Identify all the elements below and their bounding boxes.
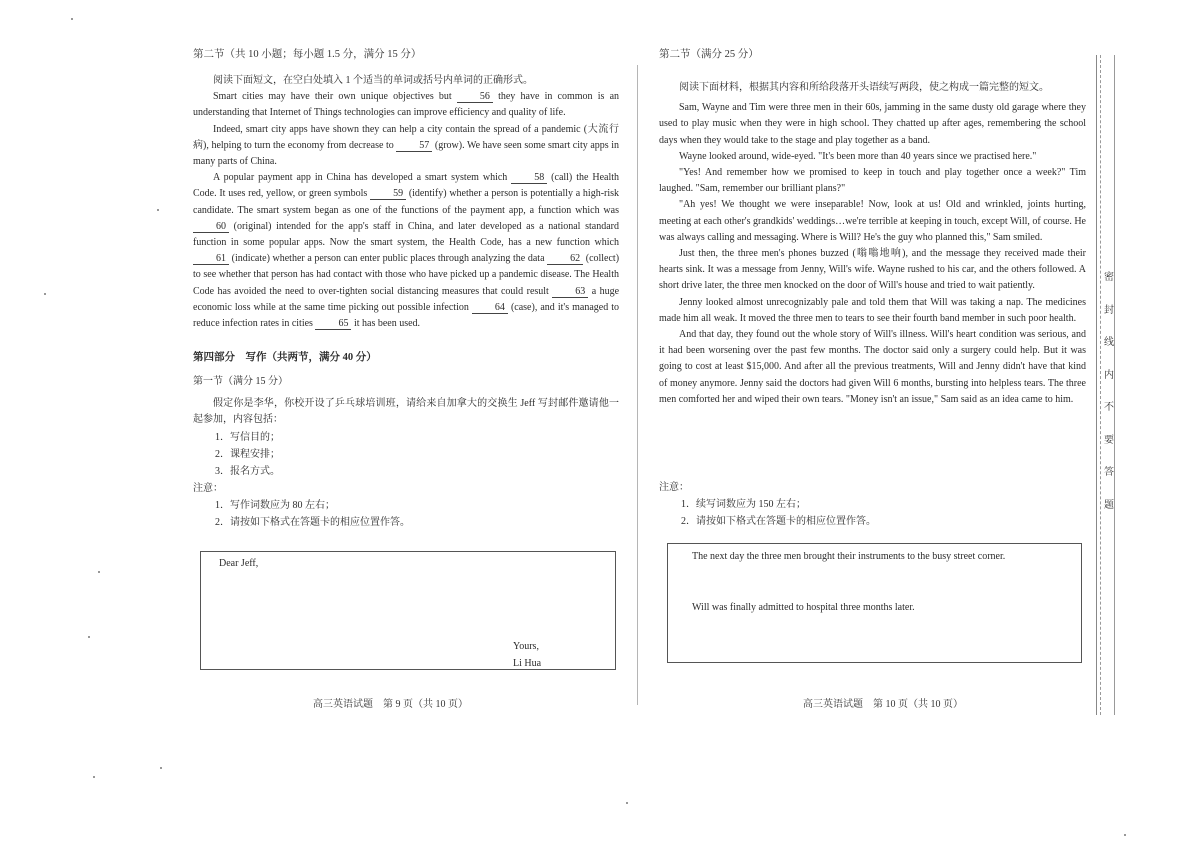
scan-speck [71,18,73,20]
blank-62[interactable]: 62 [547,253,583,265]
passage-paragraph: A popular payment app in China has developed a smart system which 58 (call) the Health Code. It uses red, yellow, or green symbols 59 (identify) whether a person is potentially a high-risk candidate. The smart system began as one of the functions of the payment app, a function which was 60 (original) intended for the app's staff in China, and later developed as a national standard function in some popular apps. Now the smart system, the Health Code, has a new function which 61 (indicate) whether a person can enter public places through analyzing the data 62 (collect) to see whether that person has had contact with those who have picked up a pandemic disease. The Health Code has avoided the need to over-tighten social distancing measures that could result 63 a huge economic loss while at the same time picking out possible infection 64 (case), and it's managed to reduce infection rates in cities 65 it has been used. [193,172,620,330]
passage-paragraph: Smart cities may have their own unique objectives but 56 they have in common is an understanding that Internet of Things technologies can improve efficiency and quality of life. [193,91,620,119]
page-footer: 高三英语试题 第 9 页（共 10 页） [313,699,468,710]
notes-section [659,479,1086,530]
blank-58[interactable]: 58 [511,172,547,184]
note-item: 2．请按如下格式在答题卡的相应位置作答。 [681,516,876,527]
blank-64[interactable]: 64 [472,302,508,314]
instruction: 阅读下面材料，根据其内容和所给段落开头语续写两段，使之构成一篇完整的短文。 [679,82,1049,93]
scan-speck [93,776,95,778]
task-item: 1．写信目的； [215,431,280,443]
note-item: 1．写作词数应为 80 左右； [215,499,335,511]
paragraph-opener-2: Will was finally admitted to hospital three months later. [692,602,915,613]
scan-speck [88,636,90,638]
writing-section [193,349,619,531]
paragraph-opener-1: The next day the three men brought their instruments to the busy street corner. [692,551,1006,562]
scan-speck [1124,834,1126,836]
scan-speck [160,767,162,769]
left-page [193,0,619,849]
scan-speck [98,571,100,573]
task-item: 2．课程安排； [215,448,280,460]
scan-speck [44,293,46,295]
notes-label: 注意： [659,482,689,493]
story-paragraph: Jenny looked almost unrecognizably pale and told them that Will was taking a nap. The medicines made him all weak. It moved the three men to tears to see their fourth band member in such poor health. [659,296,1086,324]
continuation-answer-box[interactable] [667,543,1082,663]
letter-signature: Li Hua [513,658,542,669]
scan-speck [626,802,628,804]
section-heading: 第二节（共 10 小题；每小题 1.5 分，满分 15 分） [193,49,422,60]
notes-label: 注意： [193,482,223,494]
blank-65[interactable]: 65 [315,318,351,330]
story-paragraph: Just then, the three men's phones buzzed (嗡嗡地响), and the message they received made their hearts sink. It was a message from Jenny, Will's wife. Wayne rushed to his car, and the others followed. A short drive later, the three men knocked on the door of Will's house and tried to wait patiently. [659,248,1086,292]
story-paragraph: Wayne looked around, wide-eyed. "It's been more than 40 years since we practised here." [679,150,1037,162]
story-paragraph: And that day, they found out the whole story of Will's illness. Will's heart condition was serious, and it had been worsening over the past few months. The doctor said only a surgery could help. But it was going to cost at least $15,000. And after all the previous treatments, Will and Jenny didn't have that kind of money anymore. Jenny said the doctors had given Will 6 months, bursting into helpless tears. The three men comforted her and wiped their own tears. "Money isn't an issue," Sam said as an idea came to him. [659,329,1086,405]
blank-63[interactable]: 63 [552,286,588,298]
blank-60[interactable]: 60 [193,221,229,233]
blank-57[interactable]: 57 [396,140,432,152]
part-four-title: 第四部分 写作（共两节，满分 40 分） [193,352,377,363]
page-divider [637,65,638,705]
letter-greeting: Dear Jeff, [219,558,259,569]
seal-line-text: 密封线内不要答题 [1104,272,1114,511]
grammar-fill-section [193,73,619,332]
letter-closing: Yours, [513,641,539,652]
passage-paragraph: Indeed, smart city apps have shown they can help a city contain the spread of a pandemic (大流行病), helping to turn the economy from decrease to 57 (grow). We have seen some smart city apps in many parts of China. [193,123,620,168]
note-item: 2．请按如下格式在答题卡的相应位置作答。 [215,516,410,528]
task-prompt: 假定你是李华，你校开设了乒乓球培训班，请给来自加拿大的交换生 Jeff 写封邮件邀请他一起参加，内容包括： [193,398,619,426]
story-paragraph: "Yes! And remember how we promised to keep in touch and play together once a week?" Tim laughed. "Sam, remember our brilliant plans?" [659,167,1086,195]
task-item: 3．报名方式。 [215,465,280,477]
blank-61[interactable]: 61 [193,253,229,265]
right-page [659,0,1086,849]
continuation-writing-material [659,80,1086,408]
instruction: 阅读下面短文，在空白处填入 1 个适当的单词或括号内单词的正确形式。 [213,75,533,86]
page-footer: 高三英语试题 第 10 页（共 10 页） [803,699,963,710]
scan-speck [157,209,159,211]
blank-59[interactable]: 59 [370,188,406,200]
story-paragraph: Sam, Wayne and Tim were three men in their 60s, jamming in the same dusty old garage where they used to play music when they were in high school. They chatted up after ages, remembering the school days when they would take to the stage and play together as a band. [659,102,1086,146]
section-heading: 第二节（满分 25 分） [659,49,759,60]
sub-section-heading: 第一节（满分 15 分） [193,376,288,387]
blank-56[interactable]: 56 [457,91,493,103]
note-item: 1．续写词数应为 150 左右； [681,499,806,510]
letter-answer-box[interactable] [200,551,616,670]
story-paragraph: "Ah yes! We thought we were inseparable! Now, look at us! Old and wrinkled, joints hurting, meeting at each other's grandkids' weddings…we're terrible at keeping in touch, except Will, of course. He was always calling and messaging. Where is Will? He's the guy who planned this," Sam smiled. [659,199,1086,243]
